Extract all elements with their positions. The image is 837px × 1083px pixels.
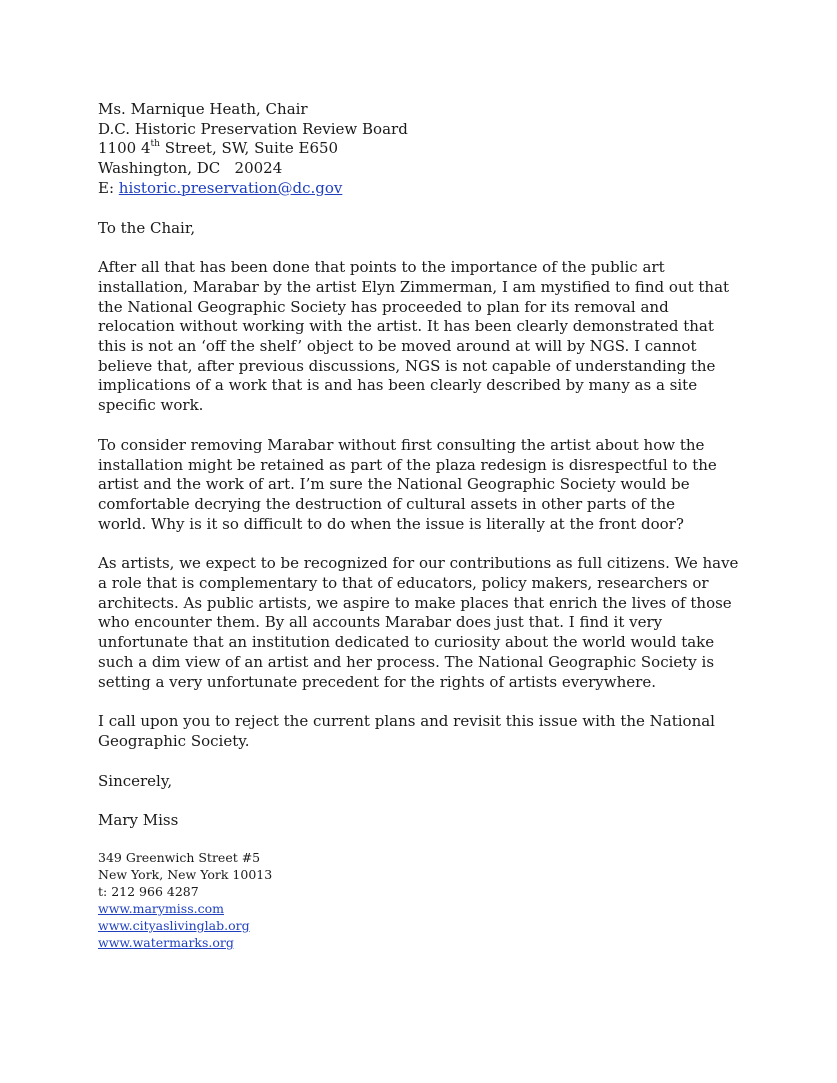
sender-link-cityaslivinglab[interactable]: www.cityaslivinglab.org [98,918,250,934]
paragraph-line: After all that has been done that points to the importance of the public art [98,258,665,277]
paragraph-line: implications of a work that is and has been clearly described by many as a site [98,376,698,395]
recipient-email-line [98,179,758,199]
paragraph-line: such a dim view of an artist and her process. The National Geographic Society is [98,652,715,671]
street-number: 1100 4 [98,139,151,158]
paragraph-line: comfortable decrying the destruction of cultural assets in other parts of the [98,494,676,513]
paragraph-line: the National Geographic Society has proceeded to plan for its removal and [98,297,669,316]
recipient-name: Ms. Marnique Heath, Chair [98,100,308,118]
closing: Sincerely, [98,771,173,790]
paragraph-line: believe that, after previous discussions, NGS is not capable of understanding the [98,356,716,375]
paragraph-3 [98,554,758,692]
paragraph-line: specific work. [98,396,204,415]
paragraph-line: artist and the work of art. I’m sure the National Geographic Society would be [98,475,690,494]
paragraph-line: architects. As public artists, we aspire to make places that enrich the lives of those [98,593,732,612]
paragraph-line: Geographic Society. [98,731,250,750]
paragraph-line: installation, Marabar by the artist Elyn Zimmerman, I am mystified to find out that [98,277,730,296]
paragraph-line: To consider removing Marabar without first consulting the artist about how the [98,435,705,454]
signature-name: Mary Miss [98,811,179,830]
sender-address [98,849,758,951]
paragraph-2 [98,436,758,535]
sender-link-line [98,917,758,934]
paragraph-4 [98,712,758,751]
letter-page [98,100,758,951]
paragraph-line: world. Why is it so difficult to do when the issue is literally at the front door? [98,514,684,533]
street-suffix: th [150,139,160,150]
paragraph-line: setting a very unfortunate precedent for the rights of artists everywhere. [98,672,656,691]
email-label: E: [98,178,119,197]
paragraph-1 [98,258,758,416]
sender-link-line [98,934,758,951]
paragraph-line: a role that is complementary to that of educators, policy makers, researchers or [98,574,709,593]
sender-link-marymiss[interactable]: www.marymiss.com [98,901,224,917]
recipient-address [98,100,758,199]
paragraph-line: this is not an ‘off the shelf’ object to be moved around at will by NGS. I cannot [98,337,697,356]
paragraph-line: As artists, we expect to be recognized for our contributions as full citizens. We have [98,554,739,573]
recipient-city: Washington, DC 20024 [98,159,283,178]
sender-phone: t: 212 966 4287 [98,884,199,900]
salutation: To the Chair, [98,218,196,237]
paragraph-line: installation might be retained as part of the plaza redesign is disrespectful to the [98,455,717,474]
sender-link-watermarks[interactable]: www.watermarks.org [98,935,234,951]
paragraph-line: relocation without working with the artist. It has been clearly demonstrated that [98,317,714,336]
sender-link-line [98,900,758,917]
paragraph-line: I call upon you to reject the current plans and revisit this issue with the National [98,712,715,731]
sender-city: New York, New York 10013 [98,867,273,883]
street-rest: Street, SW, Suite E650 [159,139,339,158]
recipient-email-link[interactable]: historic.preservation@dc.gov [118,178,343,197]
paragraph-line: who encounter them. By all accounts Marabar does just that. I find it very [98,613,663,632]
recipient-street [98,139,758,159]
paragraph-line: unfortunate that an institution dedicated to curiosity about the world would take [98,633,715,652]
sender-street: 349 Greenwich Street #5 [98,850,261,866]
recipient-organization: D.C. Historic Preservation Review Board [98,119,408,138]
